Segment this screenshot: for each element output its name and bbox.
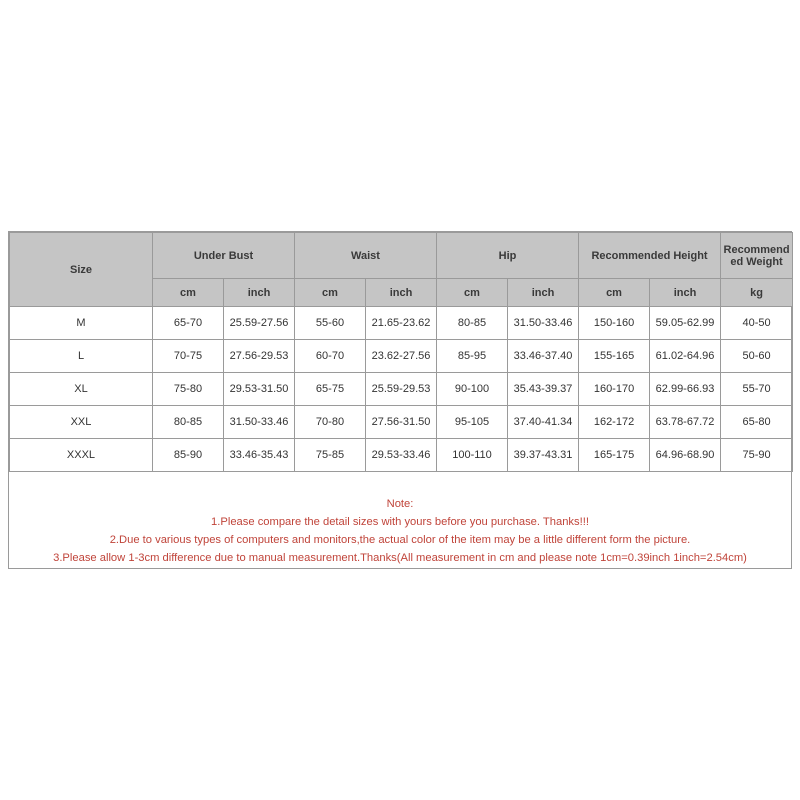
cell-height-inch: 62.99-66.93 — [650, 373, 721, 406]
cell-hip-cm: 80-85 — [437, 307, 508, 340]
unit-under-bust-cm: cm — [153, 279, 224, 307]
cell-weight-kg: 75-90 — [721, 439, 793, 472]
cell-height-inch: 61.02-64.96 — [650, 340, 721, 373]
cell-height-cm: 160-170 — [579, 373, 650, 406]
unit-waist-inch: inch — [366, 279, 437, 307]
cell-size: L — [10, 340, 153, 373]
cell-waist-inch: 21.65-23.62 — [366, 307, 437, 340]
size-table — [9, 232, 793, 472]
cell-height-cm: 155-165 — [579, 340, 650, 373]
cell-hip-cm: 95-105 — [437, 406, 508, 439]
header-recommended-weight: Recommended Weight — [721, 233, 793, 279]
cell-waist-inch: 25.59-29.53 — [366, 373, 437, 406]
cell-weight-kg: 50-60 — [721, 340, 793, 373]
cell-waist-inch: 23.62-27.56 — [366, 340, 437, 373]
cell-waist-cm: 60-70 — [295, 340, 366, 373]
table-row — [10, 406, 793, 439]
cell-under-bust-cm: 85-90 — [153, 439, 224, 472]
header-row — [10, 233, 793, 279]
size-chart — [8, 231, 792, 569]
cell-under-bust-cm: 70-75 — [153, 340, 224, 373]
unit-under-bust-inch: inch — [224, 279, 295, 307]
notes-title: Note: — [386, 498, 414, 510]
cell-under-bust-inch: 27.56-29.53 — [224, 340, 295, 373]
unit-weight-kg: kg — [721, 279, 793, 307]
table-row — [10, 439, 793, 472]
table-row — [10, 307, 793, 340]
cell-hip-inch: 35.43-39.37 — [508, 373, 579, 406]
cell-weight-kg: 55-70 — [721, 373, 793, 406]
cell-waist-inch: 27.56-31.50 — [366, 406, 437, 439]
cell-height-cm: 150-160 — [579, 307, 650, 340]
header-recommended-height: Recommended Height — [579, 233, 721, 279]
cell-hip-inch: 31.50-33.46 — [508, 307, 579, 340]
cell-waist-cm: 70-80 — [295, 406, 366, 439]
cell-hip-cm: 85-95 — [437, 340, 508, 373]
cell-height-inch: 63.78-67.72 — [650, 406, 721, 439]
cell-hip-inch: 37.40-41.34 — [508, 406, 579, 439]
cell-under-bust-inch: 33.46-35.43 — [224, 439, 295, 472]
header-under-bust: Under Bust — [153, 233, 295, 279]
cell-waist-cm: 55-60 — [295, 307, 366, 340]
unit-height-cm: cm — [579, 279, 650, 307]
cell-hip-inch: 39.37-43.31 — [508, 439, 579, 472]
header-waist: Waist — [295, 233, 437, 279]
table-row — [10, 373, 793, 406]
unit-waist-cm: cm — [295, 279, 366, 307]
unit-hip-cm: cm — [437, 279, 508, 307]
cell-under-bust-cm: 80-85 — [153, 406, 224, 439]
cell-size: XXXL — [10, 439, 153, 472]
header-size: Size — [10, 233, 153, 307]
cell-height-inch: 59.05-62.99 — [650, 307, 721, 340]
cell-hip-cm: 90-100 — [437, 373, 508, 406]
cell-under-bust-inch: 25.59-27.56 — [224, 307, 295, 340]
note-line-1: 1.Please compare the detail sizes with yours before you purchase. Thanks!!! — [211, 516, 589, 528]
unit-height-inch: inch — [650, 279, 721, 307]
cell-waist-cm: 75-85 — [295, 439, 366, 472]
cell-under-bust-cm: 75-80 — [153, 373, 224, 406]
cell-waist-inch: 29.53-33.46 — [366, 439, 437, 472]
cell-hip-inch: 33.46-37.40 — [508, 340, 579, 373]
unit-hip-inch: inch — [508, 279, 579, 307]
cell-height-cm: 162-172 — [579, 406, 650, 439]
cell-weight-kg: 40-50 — [721, 307, 793, 340]
cell-hip-cm: 100-110 — [437, 439, 508, 472]
cell-under-bust-inch: 31.50-33.46 — [224, 406, 295, 439]
cell-height-inch: 64.96-68.90 — [650, 439, 721, 472]
notes-section — [9, 478, 791, 570]
cell-size: M — [10, 307, 153, 340]
table-row — [10, 340, 793, 373]
cell-under-bust-inch: 29.53-31.50 — [224, 373, 295, 406]
cell-weight-kg: 65-80 — [721, 406, 793, 439]
cell-under-bust-cm: 65-70 — [153, 307, 224, 340]
header-hip: Hip — [437, 233, 579, 279]
note-line-3: 3.Please allow 1-3cm difference due to manual measurement.Thanks(All measurement in cm and please note 1cm=0.39inch 1inch=2.54cm) — [53, 552, 747, 564]
cell-waist-cm: 65-75 — [295, 373, 366, 406]
cell-size: XL — [10, 373, 153, 406]
note-line-2: 2.Due to various types of computers and monitors,the actual color of the item may be a little different form the picture. — [109, 534, 691, 546]
cell-size: XXL — [10, 406, 153, 439]
cell-height-cm: 165-175 — [579, 439, 650, 472]
